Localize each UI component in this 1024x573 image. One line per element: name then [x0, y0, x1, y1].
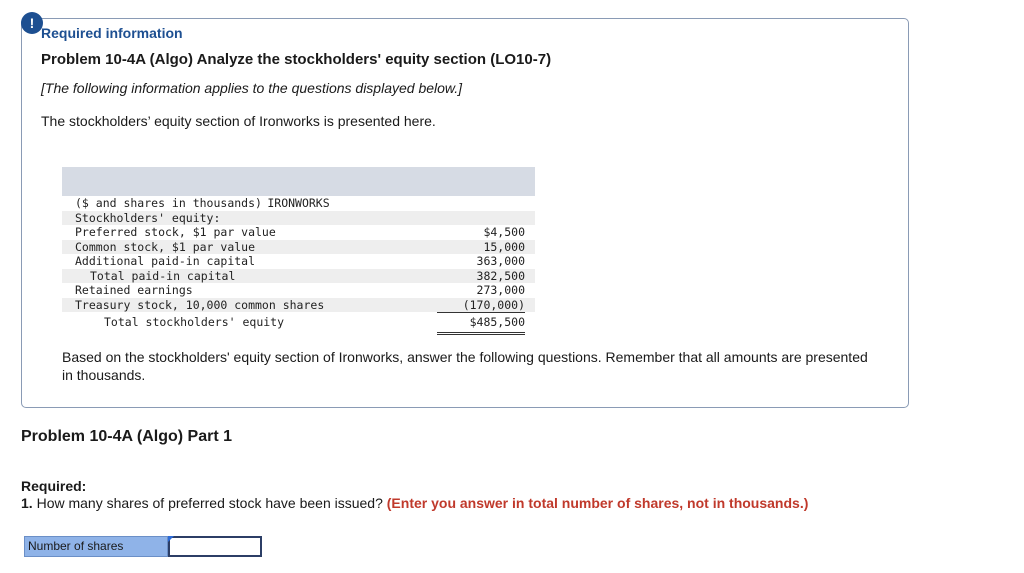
company-name: IRONWORKS: [267, 196, 330, 210]
table-row: [62, 298, 535, 313]
required-information-title: Required information: [41, 25, 183, 41]
row-label: Common stock, $1 par value: [75, 239, 256, 254]
question-number: 1.: [21, 495, 33, 511]
table-row: [62, 269, 535, 284]
section-row: [62, 211, 535, 226]
row-amount: $4,500: [483, 225, 525, 239]
answer-row: [24, 536, 262, 557]
table-row: [62, 225, 535, 240]
balance-sheet-table: [62, 167, 535, 332]
question-hint: (Enter you answer in total number of shares, not in thousands.): [386, 495, 809, 511]
row-label: Total paid-in capital: [90, 268, 236, 283]
question-text: How many shares of preferred stock have been issued?: [36, 495, 383, 511]
row-amount: $485,500: [437, 312, 525, 335]
alert-icon: !: [21, 12, 43, 34]
row-label: Retained earnings: [75, 283, 193, 297]
row-amount: 363,000: [437, 254, 525, 270]
row-amount: 273,000: [476, 283, 525, 297]
row-amount: (170,000): [437, 298, 525, 314]
table-row: [62, 254, 535, 269]
question: [21, 495, 808, 511]
units-row: [62, 196, 535, 211]
part-title: Problem 10-4A (Algo) Part 1: [21, 428, 233, 445]
row-label: Treasury stock, 10,000 common shares: [75, 297, 325, 312]
input-corner-icon: [168, 536, 174, 542]
table-row: [62, 240, 535, 255]
intro-text: The stockholders’ equity section of Ironworks is presented here.: [41, 113, 436, 129]
instructions-text: Based on the stockholders' equity section of Ironworks, answer the following questions. Remember that all amounts are presented in thousands.: [62, 349, 868, 383]
row-label: Additional paid-in capital: [75, 254, 256, 268]
row-amount: 382,500: [476, 268, 525, 283]
table-row: [62, 312, 535, 332]
row-amount: 15,000: [483, 239, 525, 254]
row-label: Preferred stock, $1 par value: [75, 225, 276, 239]
problem-title: Problem 10-4A (Algo) Analyze the stockholders' equity section (LO10-7): [41, 51, 552, 68]
required-label: Required:: [21, 478, 87, 494]
table-row: [62, 283, 535, 298]
units-label: ($ and shares in thousands): [75, 196, 262, 210]
section-label: Stockholders' equity:: [75, 210, 221, 225]
info-note: [The following information applies to the questions displayed below.]: [41, 80, 463, 96]
answer-label: Number of shares: [24, 536, 168, 557]
number-of-shares-input[interactable]: [168, 536, 262, 557]
row-label: Total stockholders' equity: [104, 315, 285, 329]
